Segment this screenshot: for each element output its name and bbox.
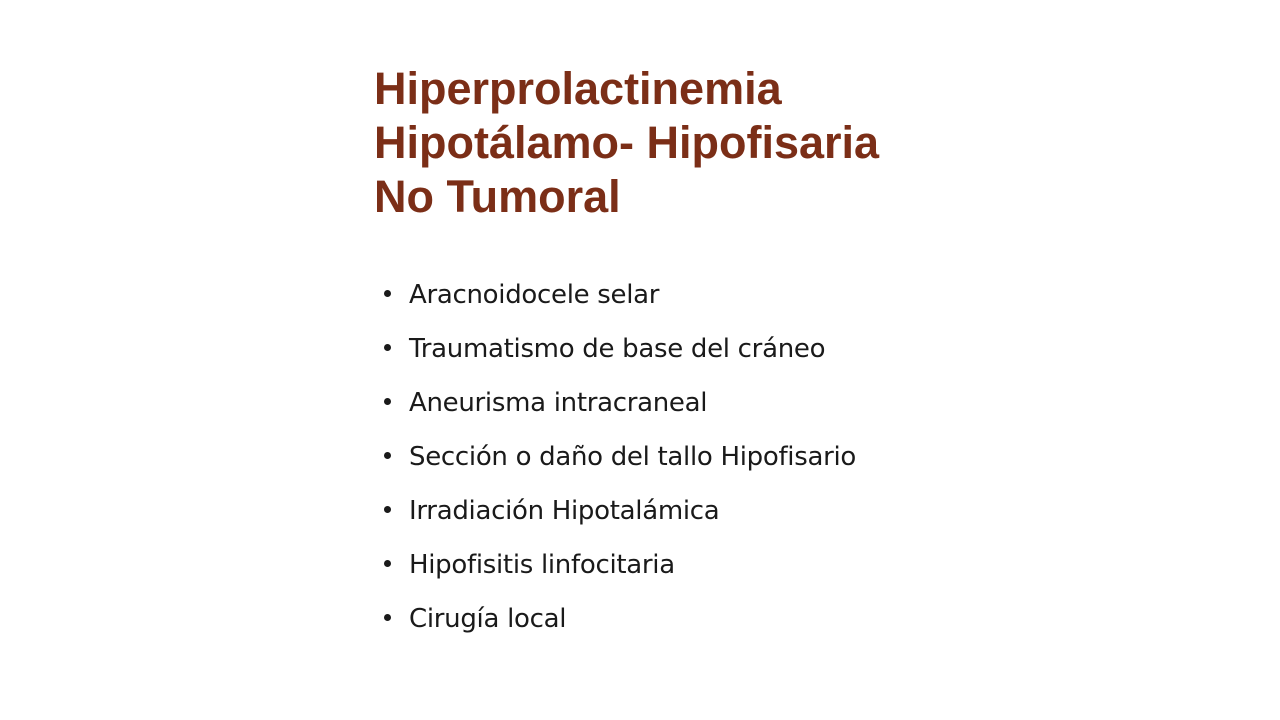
bullet-item bbox=[384, 592, 856, 646]
bullet-item bbox=[384, 268, 856, 322]
bullet-item bbox=[384, 430, 856, 484]
bullet-item bbox=[384, 322, 856, 376]
bullet-dot-icon bbox=[384, 614, 391, 621]
bullet-text: Cirugía local bbox=[409, 604, 567, 634]
bullet-text: Sección o daño del tallo Hipofisario bbox=[409, 442, 857, 472]
bullet-dot-icon bbox=[384, 452, 391, 459]
bullet-dot-icon bbox=[384, 290, 391, 297]
bullet-dot-icon bbox=[384, 506, 391, 513]
title-line-3: No Tumoral bbox=[374, 171, 621, 222]
bullet-text: Aneurisma intracraneal bbox=[409, 388, 708, 418]
bullet-text: Hipofisitis linfocitaria bbox=[409, 550, 675, 580]
bullet-dot-icon bbox=[384, 560, 391, 567]
bullet-item bbox=[384, 484, 856, 538]
bullet-text: Aracnoidocele selar bbox=[409, 280, 660, 310]
bullet-dot-icon bbox=[384, 344, 391, 351]
bullet-item bbox=[384, 538, 856, 592]
bullet-dot-icon bbox=[384, 398, 391, 405]
bullet-text: Irradiación Hipotalámica bbox=[409, 496, 720, 526]
bullet-list bbox=[384, 268, 856, 646]
title-line-2: Hipotálamo- Hipofisaria bbox=[374, 117, 880, 168]
slide-title bbox=[374, 62, 879, 224]
title-line-1: Hiperprolactinemia bbox=[374, 63, 782, 114]
bullet-text: Traumatismo de base del cráneo bbox=[409, 334, 826, 364]
bullet-item bbox=[384, 376, 856, 430]
